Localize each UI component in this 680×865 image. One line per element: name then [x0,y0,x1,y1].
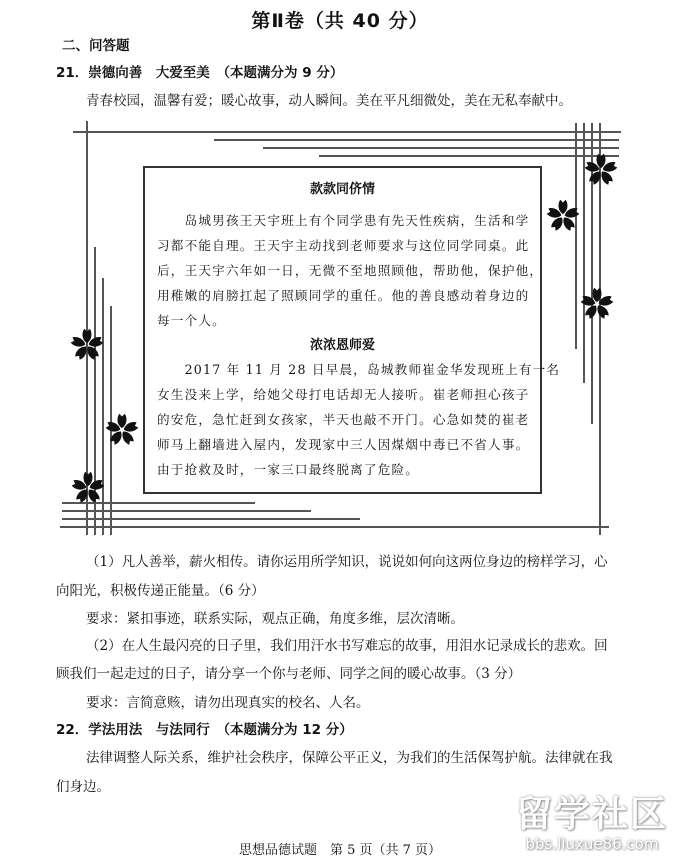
sub-question-1: （1）凡人善举，薪火相传。请你运用所学知识，说说如何向这两位身边的榜样学习，心 [86,554,608,570]
story-1-line: 用稚嫩的肩膀扛起了照顾同学的重任。他的善良感动着身边的 [157,288,530,303]
story-1-line: 后，王天宇六年如一日，无微不至地照顾他，帮助他，保护他， [157,263,544,278]
frame-line [263,147,619,149]
cherry-blossom-icon [70,470,106,506]
cherry-blossom-icon [104,412,140,448]
page-title: 第Ⅱ卷（共 40 分） [251,10,429,32]
story-1-title: 款款同侪情 [309,182,375,197]
story-2-title: 浓浓恩师爱 [309,338,375,353]
frame-line [575,123,577,349]
story-1-line: 习都不能自理。王天宇主动找到老师要求与这位同学同桌。此 [157,238,530,253]
cherry-blossom-icon [583,152,619,188]
section-heading: 二、问答题 [62,38,130,54]
frame-line [62,518,360,520]
sub-question-2: （2）在人生最闪亮的日子里，我们用汗水书写难忘的故事，用泪水记录成长的悲欢。回 [86,638,608,654]
story-2-line: 女生没来上学，给她父母打电话却无人接听。崔老师担心孩子 [157,387,530,402]
story-1-line: 岛城男孩王天宇班上有个同学患有先天性疾病，生活和学 [157,213,530,228]
sub-question-1-requirement: 要求：紧扣事迹，联系实际，观点正确，角度多维，层次清晰。 [86,611,464,627]
question-22-intro: 法律调整人际关系，维护社会秩序，保障公平正义，为我们的生活保驾护航。法律就在我 [86,750,613,766]
cherry-blossom-icon [69,327,105,363]
sub-question-2-requirement: 要求：言简意赅，请勿出现真实的校名、人名。 [86,695,370,711]
story-2-line: 由于抢救及时，一家三口最终脱离了危险。 [157,462,420,477]
frame-line [60,526,609,528]
story-2-line: 师马上翻墙进入屋内，发现家中三人因煤烟中毒已不省人事。 [157,437,530,452]
watermark-url: bbs.liuxue86.com [525,835,659,853]
sub-question-2-cont: 顾我们一起走过的日子，请分享一个你与老师、同学之间的暖心故事。（3 分） [56,666,522,682]
story-2-line: 2017 年 11 月 28 日早晨，岛城教师崔金华发现班上有一名 [157,362,561,377]
frame-line [73,131,621,133]
frame-line [62,510,311,512]
story-1-line: 每一个人。 [157,313,226,328]
question-21-heading: 21．崇德向善 大爱至美 （本题满分为 9 分） [56,65,344,81]
question-22-heading: 22．学法用法 与法同行 （本题满分为 12 分） [56,722,353,738]
question-21-intro: 青春校园，温馨有爱；暖心故事，动人瞬间。美在平凡细微处，美在无私奉献中。 [86,93,572,109]
cherry-blossom-icon [579,286,615,322]
question-22-intro-cont: 们身边。 [56,779,110,795]
story-box [143,166,561,494]
frame-line [214,139,619,141]
frame-line [319,155,619,157]
watermark-title: 留学社区 [515,794,668,835]
sub-question-1-cont: 向阳光，积极传递正能量。（6 分） [56,583,265,599]
cherry-blossom-icon [545,198,581,234]
story-2-line: 的安危，急忙赶到女孩家，半天也敲不开门。心急如焚的崔老 [157,412,530,427]
page-footer: 思想品德试题 第 5 页（共 7 页） [238,843,442,858]
